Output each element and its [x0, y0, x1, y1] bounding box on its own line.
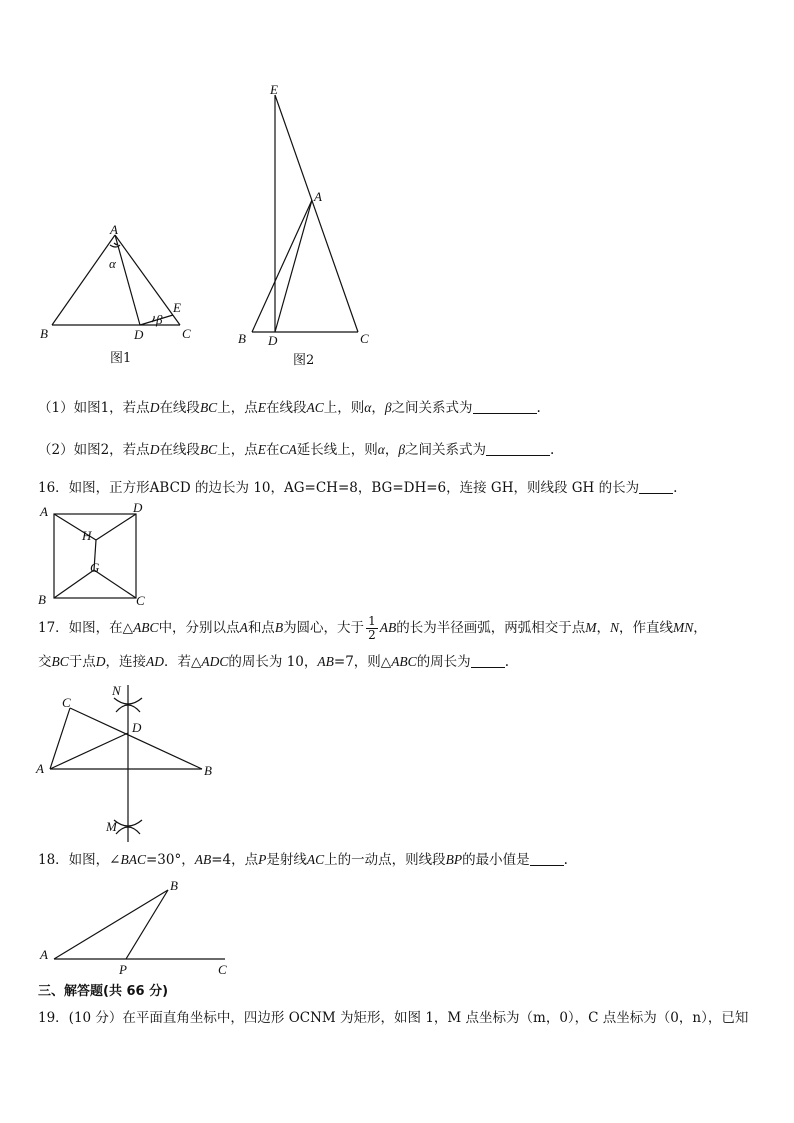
q18-label-a: A [40, 947, 48, 962]
question-19: 19．(10 分）在平面直角坐标中，四边形 OCNM 为矩形，如图 1，M 点坐标为（m，0），C 点坐标为（0，n），已知 [38, 1010, 749, 1026]
q18-label-c: C [218, 962, 227, 977]
answer-blank-15-2[interactable] [486, 441, 550, 456]
figure-16-square [30, 500, 160, 610]
fig1-label-alpha: α [109, 256, 116, 271]
figure-18-ray [30, 875, 240, 980]
fig1-segment-ac [115, 235, 180, 325]
fig2-segment-ba [252, 200, 312, 332]
fig2-label-a: A [314, 189, 322, 204]
answer-blank-16[interactable] [639, 479, 673, 494]
q18-label-b: B [170, 878, 178, 893]
figure-2 [230, 80, 380, 372]
q17-label-a: A [36, 761, 44, 776]
figure-17-triangle [30, 680, 230, 850]
q17-label-n: N [112, 683, 121, 698]
q17-label-b: B [204, 763, 212, 778]
q17-label-d: D [132, 720, 142, 735]
fig2-segment-ec [275, 95, 358, 332]
section-heading-3: 三、解答题(共 66 分) [38, 984, 169, 999]
segment-cg [94, 570, 136, 598]
segment-bg [54, 570, 94, 598]
fig1-label-d: D [134, 327, 144, 342]
fig2-label-c: C [360, 331, 369, 346]
question-15-part-1: （1）如图1，若点D在线段BC上，点E在线段AC上，则α，β之间关系式为 . [38, 400, 541, 416]
fig1-label-c: C [182, 326, 191, 341]
q16-label-d: D [133, 500, 143, 515]
fig1-label-a: A [110, 222, 118, 237]
segment-ad [50, 733, 128, 769]
fig1-segment-ad [115, 235, 140, 325]
segment-dh [96, 514, 136, 540]
q16-label-h: H [82, 528, 92, 543]
fig2-label-d: D [268, 333, 278, 348]
question-17-line-1: 17．如图，在△ABC中，分别以点A和点B为圆心，大于 $\frac{1}{2}$ AB的长为半径画弧，两弧相交于点M，N，作直线MN， [38, 614, 707, 642]
q17-label-m: M [106, 819, 117, 834]
fig1-segment-ab [52, 235, 115, 325]
fig1-caption: 图1 [110, 351, 132, 366]
segment-cb [70, 708, 202, 769]
fig2-segment-da [275, 200, 312, 332]
question-15-part-2: （2）如图2，若点D在线段BC上，点E在CA延长线上，则α，β之间关系式为 . [38, 442, 555, 458]
fig2-label-b: B [238, 331, 246, 346]
q16-label-b: B [38, 592, 46, 607]
q16-label-g: G [90, 560, 100, 575]
fraction-one-half: $\frac{1}{2}$ [368, 614, 376, 642]
q18-label-p: P [119, 962, 127, 977]
segment-ac [50, 708, 70, 769]
q17-label-c: C [62, 695, 71, 710]
figure-1 [30, 220, 200, 370]
fig2-caption: 图2 [293, 353, 315, 368]
q16-label-a: A [40, 504, 48, 519]
question-17-line-2: 交BC于点D，连接AD．若△ADC的周长为 10，AB=7，则△ABC的周长为 . [38, 654, 509, 670]
fig2-label-e: E [270, 82, 278, 97]
answer-blank-18[interactable] [530, 851, 564, 866]
question-16: 16．如图，正方形ABCD 的边长为 10，AG=CH=8，BG=DH=6，连接 GH，则线段 GH 的长为 . [38, 480, 678, 496]
fig1-angle-alpha-arc [110, 245, 120, 247]
fig1-label-e: E [173, 300, 181, 315]
answer-blank-17[interactable] [471, 653, 505, 668]
segment-ab [54, 890, 168, 959]
fig1-label-beta: β [156, 312, 163, 327]
answer-blank-15-1[interactable] [473, 399, 537, 414]
q16-label-c: C [136, 593, 145, 608]
fig1-label-b: B [40, 326, 48, 341]
segment-bp [126, 890, 168, 959]
question-18: 18．如图，∠BAC=30°，AB=4，点P是射线AC上的一动点，则线段BP的最小值是 . [38, 852, 568, 868]
